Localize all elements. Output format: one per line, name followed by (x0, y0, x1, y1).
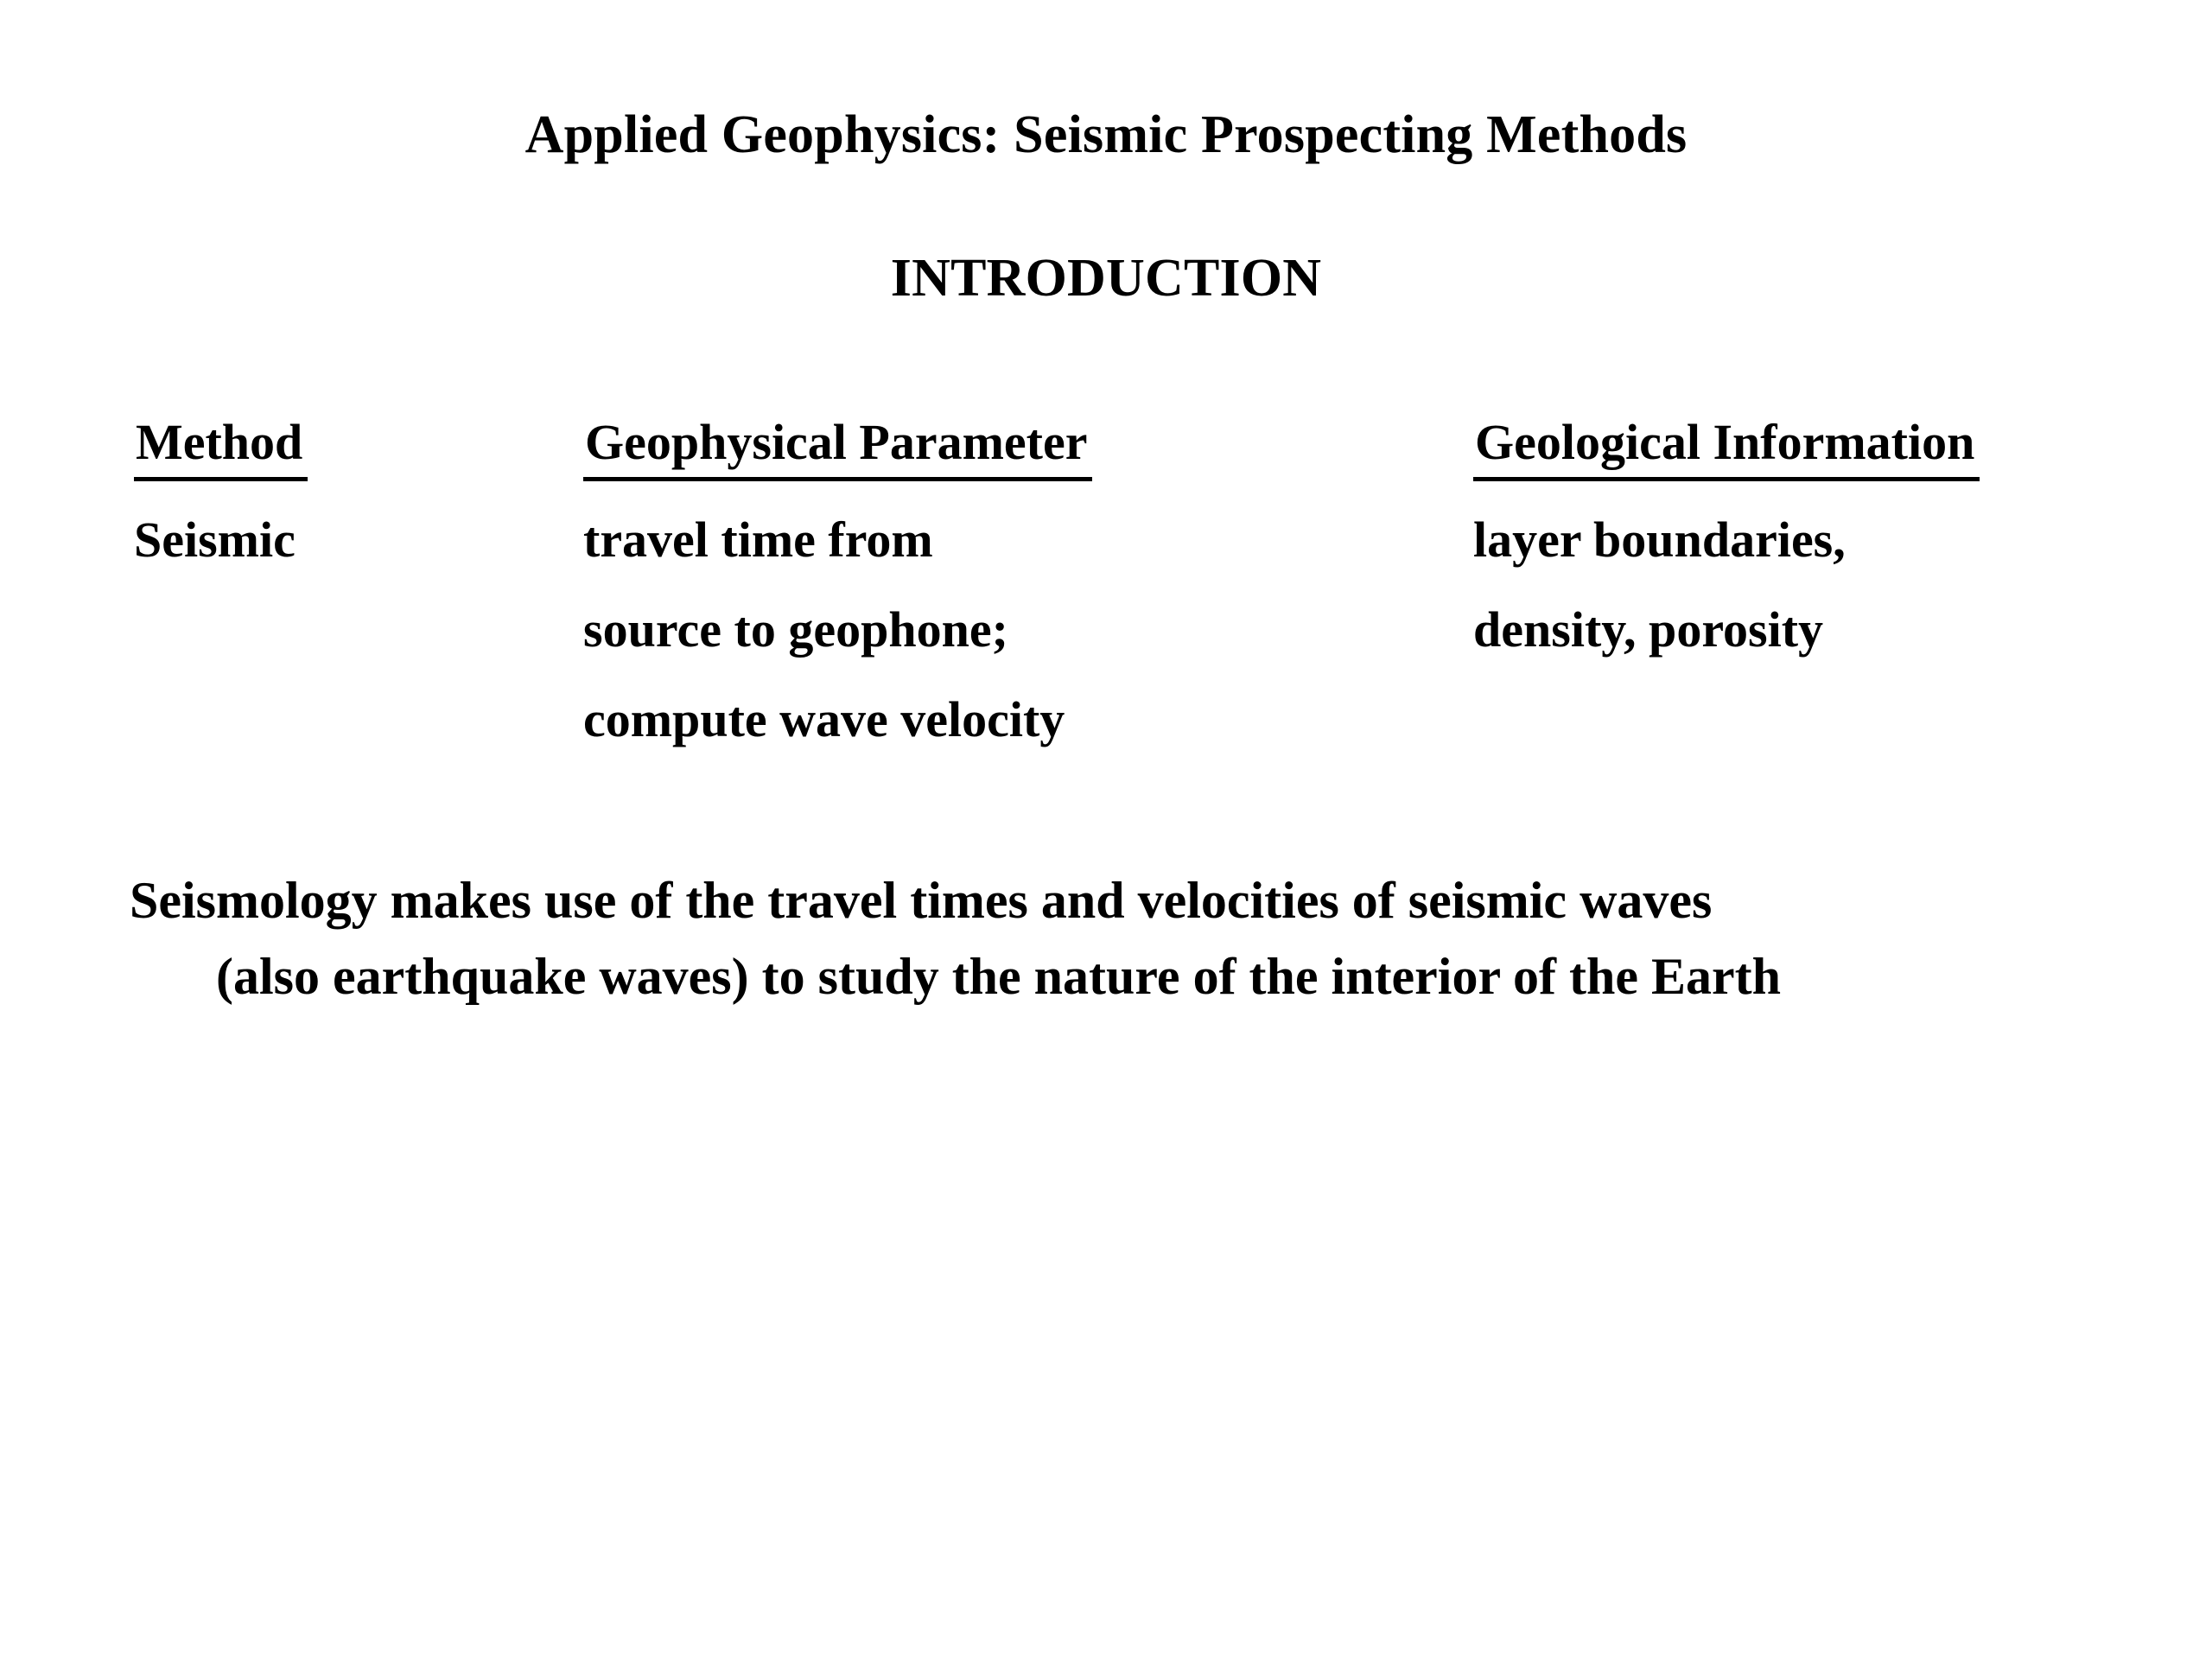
table-cell: density, porosity (1473, 601, 1824, 658)
table-cell: compute wave velocity (583, 691, 1065, 747)
table-cell: source to geophone; (583, 601, 1008, 658)
table-column-geophysical-parameter (583, 415, 1092, 765)
table-column-method (134, 415, 308, 585)
table-cell: layer boundaries, (1473, 512, 1846, 568)
table-cell: travel time from (583, 512, 933, 568)
body-paragraph (130, 862, 2117, 1014)
section-heading: INTRODUCTION (890, 249, 1322, 308)
three-column-table (0, 415, 2212, 760)
column-header-geophysical-parameter: Geophysical Parameter (583, 415, 1092, 481)
paragraph-line: (also earthquake waves) to study the nature of the interior of the Earth (216, 948, 1781, 1005)
column-cells-geophysical-parameter (583, 495, 1092, 765)
column-cells-geological-information (1473, 495, 1980, 675)
table-cell: Seismic (134, 512, 296, 568)
column-cells-method (134, 495, 308, 585)
table-column-geological-information (1473, 415, 1980, 675)
column-header-method: Method (134, 415, 308, 481)
page-title: Applied Geophysics: Seismic Prospecting Methods (524, 105, 1688, 164)
paragraph-line: Seismology makes use of the travel times and velocities of seismic waves (130, 872, 1713, 929)
column-header-geological-information: Geological Information (1473, 415, 1980, 481)
